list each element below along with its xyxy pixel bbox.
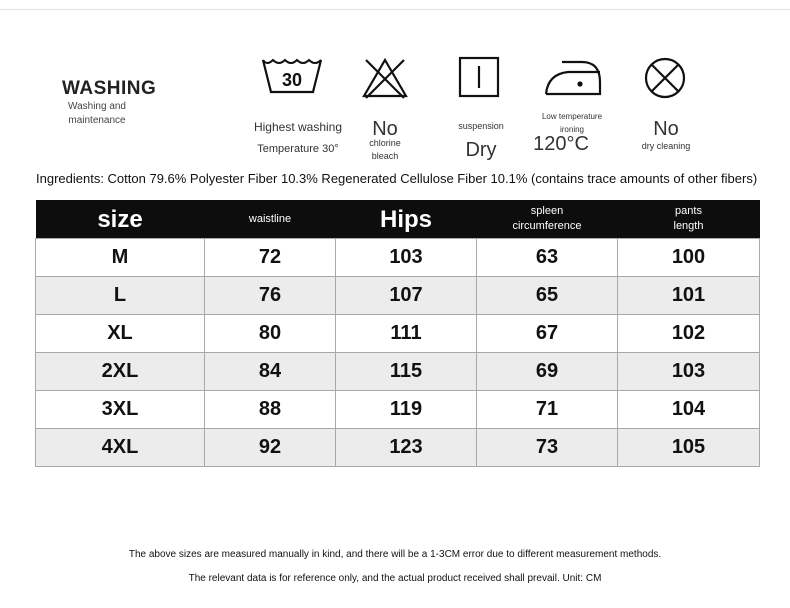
cell-pants-length: 102 [618, 315, 760, 353]
table-row [36, 429, 760, 467]
iron-caption-big: 120°C [533, 133, 589, 155]
cell-hips: 123 [336, 429, 477, 467]
reference-note: The relevant data is for reference only, and the actual product received shall prevail. Unit: CM [188, 573, 602, 584]
size-table [35, 200, 760, 467]
iron-low-icon [542, 56, 604, 98]
cell-waistline: 92 [205, 429, 336, 467]
wash-temp-caption-line1: Highest washing [253, 120, 343, 134]
header-waistline: waistline [205, 200, 336, 239]
cell-waistline: 84 [205, 353, 336, 391]
cell-size: XL [36, 315, 205, 353]
table-row [36, 239, 760, 277]
header-hips: Hips [336, 200, 477, 239]
washtub-temp-text: 30 [281, 70, 303, 90]
header-pants-line1: pants [675, 205, 702, 217]
cell-size: M [36, 239, 205, 277]
table-row [36, 277, 760, 315]
iron-caption-line2: ironing [559, 125, 584, 134]
washing-title: WASHING [62, 78, 157, 99]
cell-waistline: 80 [205, 315, 336, 353]
washing-subtitle [66, 100, 128, 128]
table-row [36, 315, 760, 353]
no-bleach-icon [360, 56, 410, 100]
cell-spleen: 69 [477, 353, 618, 391]
hang-dry-icon [458, 56, 500, 98]
header-spleen-circumference [477, 200, 618, 239]
cell-spleen: 71 [477, 391, 618, 429]
cell-size: 2XL [36, 353, 205, 391]
header-size: size [36, 200, 205, 239]
cell-hips: 119 [336, 391, 477, 429]
no-dry-clean-icon [643, 56, 687, 100]
measurement-note: The above sizes are measured manually in kind, and there will be a 1-3CM error due to different measurement methods. [128, 549, 662, 560]
cell-spleen: 63 [477, 239, 618, 277]
iron-caption-line1: Low temperature [541, 112, 603, 121]
cell-spleen: 65 [477, 277, 618, 315]
wash-temp-caption-line2: Temperature 30° [257, 143, 339, 155]
size-table-header [36, 200, 760, 239]
washing-subtitle-line2: maintenance [68, 115, 126, 126]
cell-pants-length: 105 [618, 429, 760, 467]
top-divider [0, 9, 790, 10]
cell-pants-length: 100 [618, 239, 760, 277]
cell-size: 4XL [36, 429, 205, 467]
cell-hips: 107 [336, 277, 477, 315]
header-spleen-line2: circumference [512, 220, 582, 232]
cell-waistline: 72 [205, 239, 336, 277]
no-bleach-caption-big: No [372, 118, 398, 140]
cell-size: L [36, 277, 205, 315]
cell-waistline: 88 [205, 391, 336, 429]
table-row [36, 391, 760, 429]
no-dry-clean-caption-small: dry cleaning [641, 141, 691, 151]
no-bleach-caption-line1: chlorine [369, 138, 401, 148]
header-spleen-line1: spleen [530, 205, 564, 217]
hang-dry-caption-small: suspension [458, 121, 504, 131]
header-pants-line2: length [673, 220, 704, 232]
cell-pants-length: 104 [618, 391, 760, 429]
washing-subtitle-line1: Washing and [68, 101, 126, 112]
cell-spleen: 73 [477, 429, 618, 467]
cell-pants-length: 103 [618, 353, 760, 391]
cell-hips: 103 [336, 239, 477, 277]
washtub-30-icon [261, 56, 323, 94]
table-row [36, 353, 760, 391]
cell-waistline: 76 [205, 277, 336, 315]
cell-spleen: 67 [477, 315, 618, 353]
no-bleach-caption-line2: bleach [371, 151, 399, 161]
cell-hips: 115 [336, 353, 477, 391]
cell-size: 3XL [36, 391, 205, 429]
cell-hips: 111 [336, 315, 477, 353]
cell-pants-length: 101 [618, 277, 760, 315]
ingredients-text: Ingredients: Cotton 79.6% Polyester Fiber 10.3% Regenerated Cellulose Fiber 10.1% (contains trace amounts of other fibers) [36, 171, 758, 186]
no-dry-clean-caption-big: No [653, 118, 679, 140]
hang-dry-caption-big: Dry [465, 139, 497, 161]
header-pants-length [618, 200, 760, 239]
